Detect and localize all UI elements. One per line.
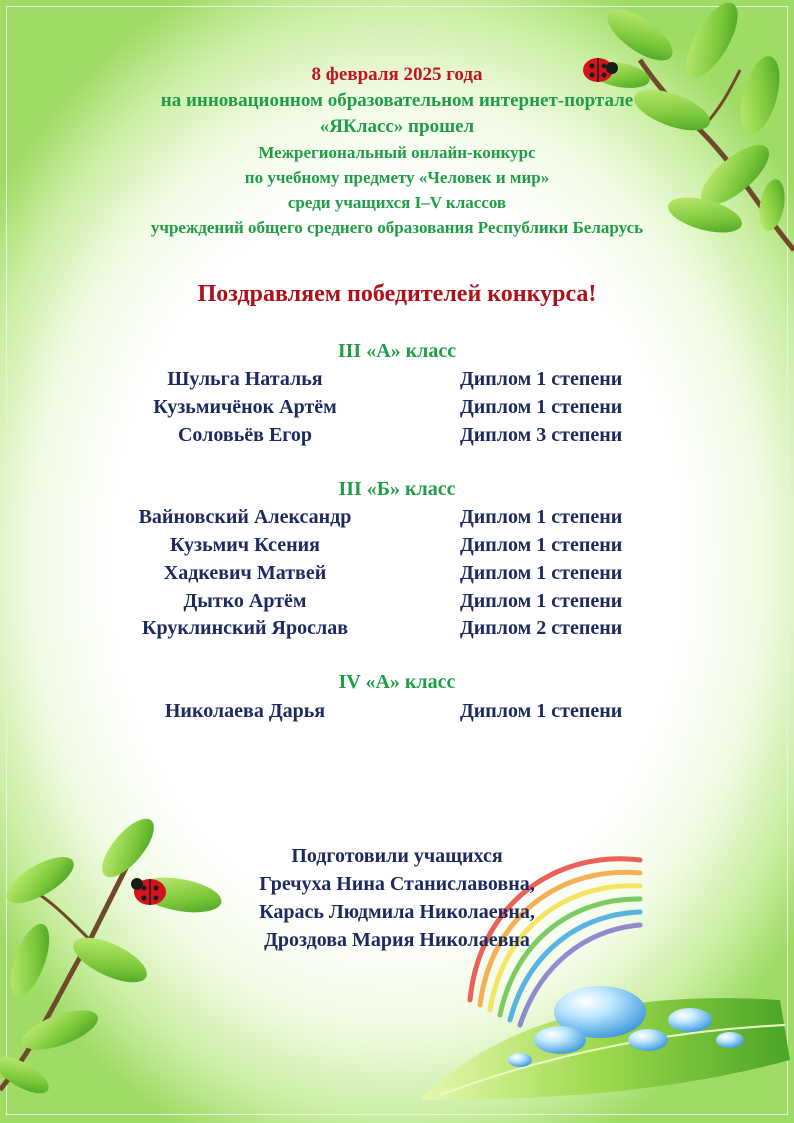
winner-row (0, 503, 794, 531)
teacher-name: Гречуха Нина Станиславовна, (259, 873, 535, 895)
portal-name-line: «ЯКласс» прошел (319, 116, 475, 137)
winner-award: Диплом 1 степени (460, 368, 623, 390)
teacher-name: Дроздова Мария Николаевна (264, 929, 530, 951)
institutions-line: учреждений общего среднего образования Республики Беларусь (150, 218, 644, 237)
winner-name: Дытко Артём (183, 590, 307, 612)
prepared-by-block (0, 842, 794, 954)
class-title: III «Б» класс (338, 478, 456, 500)
winner-name: Вайновский Александр (138, 506, 352, 528)
winner-award: Диплом 1 степени (460, 506, 623, 528)
winner-name: Шульга Наталья (167, 368, 323, 390)
prepared-heading: Подготовили учащихся (291, 845, 503, 867)
winner-row (0, 531, 794, 559)
teacher-name: Карась Людмила Николаевна, (259, 901, 535, 923)
congratulations-title: Поздравляем победителей конкурса! (197, 281, 597, 307)
portal-line: на инновационном образовательном интернет-портале (160, 90, 634, 111)
winner-award: Диплом 1 степени (460, 700, 623, 722)
class-title: IV «А» класс (338, 671, 456, 693)
winner-row (0, 365, 794, 393)
contest-line: Межрегиональный онлайн-конкурс (258, 143, 536, 162)
winner-name: Хадкевич Матвей (163, 562, 327, 584)
winner-award: Диплом 1 степени (460, 590, 623, 612)
winner-award: Диплом 1 степени (460, 562, 623, 584)
winner-award: Диплом 1 степени (460, 534, 623, 556)
winner-name: Круклинский Ярослав (141, 617, 349, 639)
event-date: 8 февраля 2025 года (311, 64, 483, 85)
class-title: III «А» класс (337, 340, 457, 362)
subject-line: по учебному предмету «Человек и мир» (244, 168, 550, 187)
winner-row (0, 697, 794, 725)
winner-row (0, 587, 794, 615)
winner-name: Кузьмичёнок Артём (153, 396, 337, 418)
winner-award: Диплом 3 степени (460, 424, 623, 446)
winner-name: Николаева Дарья (164, 700, 326, 722)
winner-name: Кузьмич Ксения (170, 534, 320, 556)
winner-row (0, 614, 794, 642)
winner-row (0, 559, 794, 587)
winner-award: Диплом 2 степени (460, 617, 623, 639)
winner-row (0, 421, 794, 449)
winner-row (0, 393, 794, 421)
leaf-icon (600, 0, 681, 70)
announcement-header (0, 62, 794, 240)
winner-name: Соловьёв Егор (177, 424, 312, 446)
participants-line: среди учащихся I–V классов (287, 193, 507, 212)
winner-award: Диплом 1 степени (460, 396, 623, 418)
leaf-icon (0, 1050, 54, 1101)
